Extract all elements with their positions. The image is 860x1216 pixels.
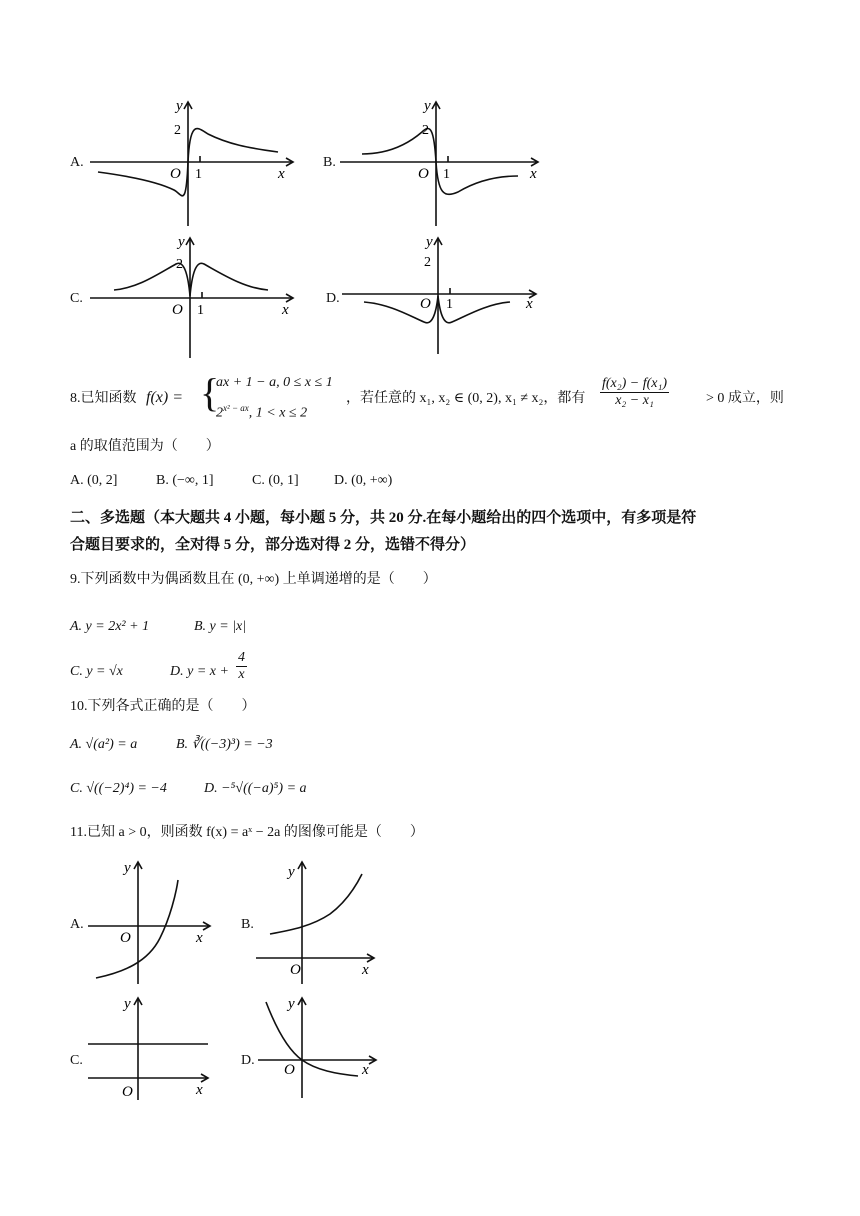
q9-option-b[interactable]: B. y = |x| [194,619,247,634]
svg-text:y: y [176,98,183,114]
section-2-heading-line2: 合题目要求的，全对得 5 分，部分选对得 2 分，选错不得分） [70,537,476,553]
section-2-heading-line1: 二、多选题（本大题共 4 小题，每小题 5 分，共 20 分.在每小题给出的四个选项中，有多项是符 [70,510,697,526]
q8-option-d[interactable]: D. (0, +∞) [334,473,393,488]
svg-text:2: 2 [174,123,181,138]
svg-text:O: O [290,962,301,978]
q8-case-1: ax + 1 − a, 0 ≤ x ≤ 1 [216,375,333,390]
svg-text:O: O [284,1062,295,1078]
q10-stem: 10.下列各式正确的是（ ） [70,699,256,714]
q11-stem: 11.已知 a > 0，则函数 f(x) = aˣ − 2a 的图像可能是（ ） [70,825,424,840]
svg-text:x: x [278,166,285,182]
q8-fraction: $\frac{\text{f(x₂) − f(x₁)}}{\text{x₂ − x₁}}$ [602,376,668,408]
q8-case-2: $2^{x^2 - ax}$, 1 < x ≤ 2 [216,403,308,421]
q11-option-b-label: B. [241,917,254,932]
q7-graph-d[interactable] [340,234,550,360]
q9-stem: 9.下列函数中为偶函数且在 (0, +∞) 上单调递增的是（ ） [70,572,437,587]
svg-text:y: y [288,996,295,1012]
q7-graph-a[interactable] [88,98,298,228]
q10-option-b[interactable]: B. ∛((−3)³) = −3 [176,737,273,752]
svg-text:1: 1 [197,303,204,318]
q11-option-a-label: A. [70,917,84,932]
svg-text:y: y [424,98,431,114]
q10-option-c[interactable]: C. √((−2)⁴) = −4 [70,781,167,796]
svg-text:y: y [124,860,131,876]
q8-prefix: 8.已知函数 [70,391,137,406]
q9-option-d-fraction: $\frac{4}{x}$ [238,650,245,682]
q10-option-a[interactable]: A. √(a²) = a [70,737,138,752]
q7-graph-b[interactable] [338,98,548,228]
q8-condition: ，若任意的 x₁, x₂ ∈ (0, 2), x₁ ≠ x₂，都有 [346,391,586,406]
svg-text:O: O [120,930,131,946]
svg-text:x: x [282,302,289,318]
svg-text:x: x [362,962,369,978]
q8-function-name: f(x) = [146,389,183,406]
svg-text:2: 2 [424,255,431,270]
q11-option-c-label: C. [70,1053,83,1068]
svg-text:x: x [526,296,533,312]
svg-text:O: O [418,166,429,182]
svg-text:O: O [172,302,183,318]
svg-text:1: 1 [443,167,450,182]
q9-option-d[interactable]: D. y = x + [170,664,229,679]
q7-graph-c[interactable] [88,234,298,360]
q11-option-d-label: D. [241,1053,255,1068]
svg-text:1: 1 [195,167,202,182]
svg-text:O: O [122,1084,133,1100]
q9-option-c[interactable]: C. y = √x [70,664,123,679]
q8-option-a[interactable]: A. (0, 2] [70,473,118,488]
svg-text:x: x [196,930,203,946]
q9-option-a[interactable]: A. y = 2x² + 1 [70,619,150,634]
q11-graph-b[interactable] [252,858,382,988]
svg-text:y: y [124,996,131,1012]
q10-option-d[interactable]: D. −⁵√((−a)⁵) = a [204,781,307,796]
svg-text:x: x [530,166,537,182]
q8-line2: a 的取值范围为（ ） [70,439,220,454]
svg-text:y: y [426,234,433,250]
q11-graph-c[interactable] [84,994,214,1104]
svg-text:O: O [420,296,431,312]
q8-tail: > 0 成立，则 [706,391,784,406]
svg-text:x: x [196,1082,203,1098]
q7-option-d-label: D. [326,291,340,306]
svg-text:2: 2 [176,257,183,272]
q8-brace: { [200,370,220,415]
svg-text:y: y [178,234,185,250]
q11-graph-d[interactable] [254,994,384,1104]
q8-option-c[interactable]: C. (0, 1] [252,473,299,488]
svg-text:y: y [288,864,295,880]
q7-option-a-label: A. [70,155,84,170]
svg-text:x: x [362,1062,369,1078]
q8-option-b[interactable]: B. (−∞, 1] [156,473,214,488]
svg-text:O: O [170,166,181,182]
svg-text:2: 2 [422,123,429,138]
q7-option-b-label: B. [323,155,336,170]
svg-text:1: 1 [446,297,453,312]
q7-option-c-label: C. [70,291,83,306]
q11-graph-a[interactable] [84,858,214,988]
